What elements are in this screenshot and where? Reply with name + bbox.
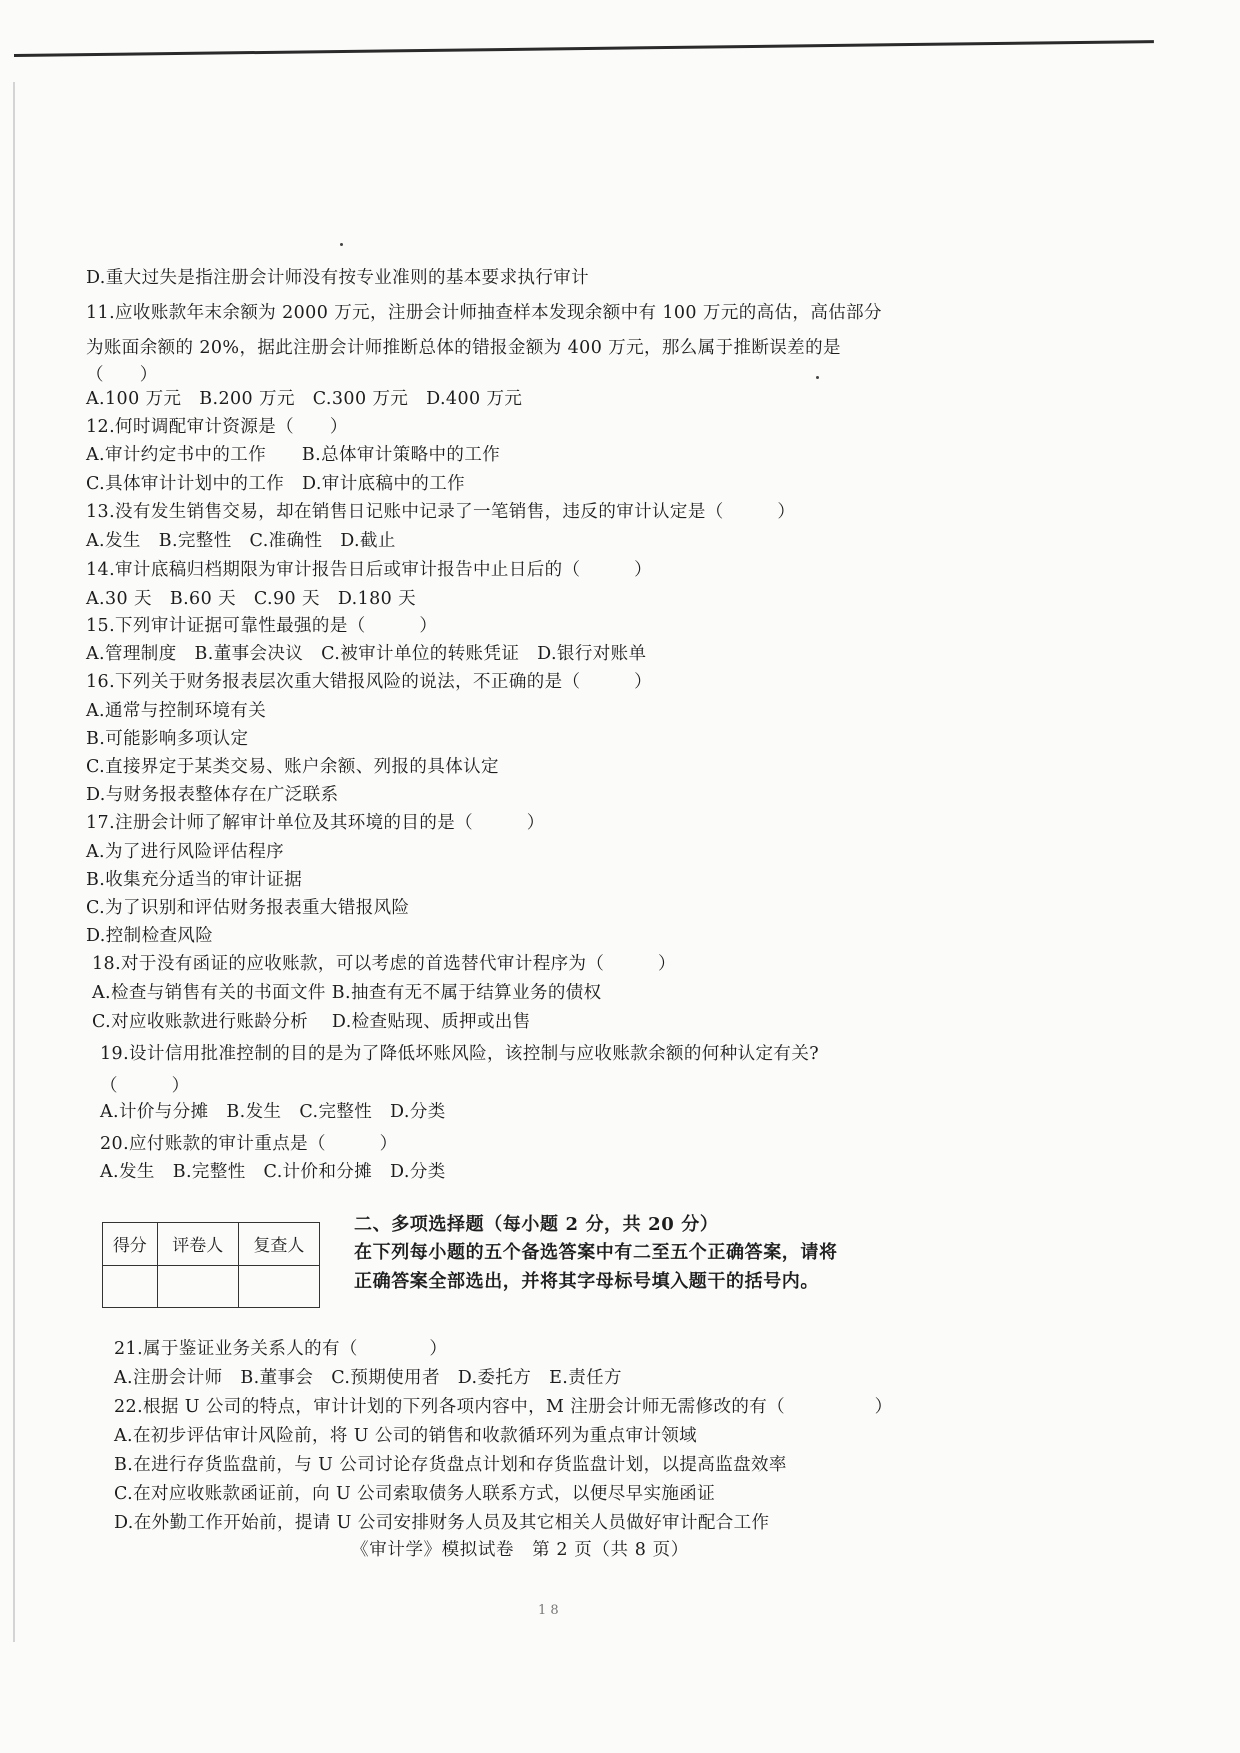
- question-17-stem: 17.注册会计师了解审计单位及其环境的目的是（ ）: [86, 813, 545, 833]
- question-11-stem-1: 11.应收账款年末余额为 2000 万元，注册会计师抽查样本发现余额中有 100 万元的高估，高估部分: [86, 303, 882, 323]
- grader-cell[interactable]: [157, 1265, 238, 1308]
- scan-speck: [340, 243, 343, 246]
- question-15-stem: 15.下列审计证据可靠性最强的是（ ）: [86, 616, 438, 636]
- question-18-options-ab: A.检查与销售有关的书面文件 B.抽查有无不属于结算业务的债权: [92, 983, 602, 1003]
- question-20-options: A.发生 B.完整性 C.计价和分摊 D.分类: [100, 1162, 446, 1182]
- question-15-options: A.管理制度 B.董事会决议 C.被审计单位的转账凭证 D.银行对账单: [86, 644, 647, 664]
- question-13-options: A.发生 B.完整性 C.准确性 D.截止: [86, 531, 396, 551]
- question-12-options-cd: C.具体审计计划中的工作 D.审计底稿中的工作: [86, 474, 465, 494]
- section-2-description: 在下列每小题的五个备选答案中有二至五个正确答案，请将正确答案全部选出，并将其字母标号填入题干的括号内。: [354, 1242, 838, 1292]
- reviewer-cell[interactable]: [238, 1265, 319, 1308]
- question-21-stem: 21.属于鉴证业务关系人的有（ ）: [114, 1339, 448, 1359]
- question-17-option-c: C.为了识别和评估财务报表重大错报风险: [86, 898, 410, 918]
- question-22-option-c: C.在对应收账款函证前，向 U 公司索取债务人联系方式，以便尽早实施函证: [114, 1484, 716, 1504]
- question-22-stem: 22.根据 U 公司的特点，审计计划的下列各项内容中，M 注册会计师无需修改的有（ ）: [114, 1397, 893, 1417]
- scan-speck: [816, 376, 819, 379]
- question-19-blank: （ ）: [100, 1076, 190, 1096]
- question-14-options: A.30 天 B.60 天 C.90 天 D.180 天: [86, 589, 417, 609]
- score-header-score: 得分: [103, 1223, 158, 1266]
- question-16-option-c: C.直接界定于某类交易、账户余额、列报的具体认定: [86, 757, 499, 777]
- question-10-option-d: D.重大过失是指注册会计师没有按专业准则的基本要求执行审计: [86, 268, 590, 288]
- page-top-rule: [14, 40, 1154, 57]
- section-2-title: 二、多项选择题（每小题 2 分，共 20 分）: [354, 1214, 719, 1235]
- question-16-stem: 16.下列关于财务报表层次重大错报风险的说法，不正确的是（ ）: [86, 672, 653, 692]
- question-16-option-a: A.通常与控制环境有关: [86, 701, 267, 721]
- question-19-stem: 19.设计信用批准控制的目的是为了降低坏账风险，该控制与应收账款余额的何种认定有关?: [100, 1044, 820, 1064]
- question-11-options: A.100 万元 B.200 万元 C.300 万元 D.400 万元: [86, 389, 523, 409]
- question-11-blank: （ ）: [86, 365, 158, 385]
- score-header-grader: 评卷人: [157, 1223, 238, 1266]
- question-12-options-ab: A.审计约定书中的工作 B.总体审计策略中的工作: [86, 445, 501, 465]
- question-22-option-d: D.在外勤工作开始前，提请 U 公司安排财务人员及其它相关人员做好审计配合工作: [114, 1513, 770, 1533]
- question-12-stem: 12.何时调配审计资源是（ ）: [86, 417, 348, 437]
- question-14-stem: 14.审计底稿归档期限为审计报告日后或审计报告中止日后的（ ）: [86, 560, 653, 580]
- question-17-option-d: D.控制检查风险: [86, 926, 214, 946]
- scan-left-edge: [13, 82, 15, 1642]
- question-21-options: A.注册会计师 B.董事会 C.预期使用者 D.委托方 E.责任方: [114, 1368, 622, 1388]
- page-mark: 1 8: [538, 1603, 559, 1618]
- page-footer: 《审计学》模拟试卷 第 2 页（共 8 页）: [351, 1540, 689, 1560]
- question-19-options: A.计价与分摊 B.发生 C.完整性 D.分类: [100, 1102, 446, 1122]
- question-20-stem: 20.应付账款的审计重点是（ ）: [100, 1134, 398, 1154]
- question-18-options-cd: C.对应收账款进行账龄分析 D.检查贴现、质押或出售: [92, 1012, 531, 1032]
- question-16-option-b: B.可能影响多项认定: [86, 729, 249, 749]
- question-22-option-a: A.在初步评估审计风险前，将 U 公司的销售和收款循环列为重点审计领域: [114, 1426, 698, 1446]
- score-cell[interactable]: [103, 1265, 158, 1308]
- score-table: [102, 1222, 320, 1308]
- question-18-stem: 18.对于没有函证的应收账款，可以考虑的首选替代审计程序为（ ）: [92, 954, 676, 974]
- question-11-stem-2: 为账面余额的 20%，据此注册会计师推断总体的错报金额为 400 万元，那么属于推断误差的是: [86, 338, 841, 358]
- question-17-option-b: B.收集充分适当的审计证据: [86, 870, 303, 890]
- question-22-option-b: B.在进行存货监盘前，与 U 公司讨论存货盘点计划和存货监盘计划，以提高监盘效率: [114, 1455, 787, 1475]
- question-16-option-d: D.与财务报表整体存在广泛联系: [86, 785, 339, 805]
- score-header-reviewer: 复查人: [238, 1223, 319, 1266]
- question-13-stem: 13.没有发生销售交易，却在销售日记账中记录了一笔销售，违反的审计认定是（ ）: [86, 502, 796, 522]
- question-17-option-a: A.为了进行风险评估程序: [86, 842, 284, 862]
